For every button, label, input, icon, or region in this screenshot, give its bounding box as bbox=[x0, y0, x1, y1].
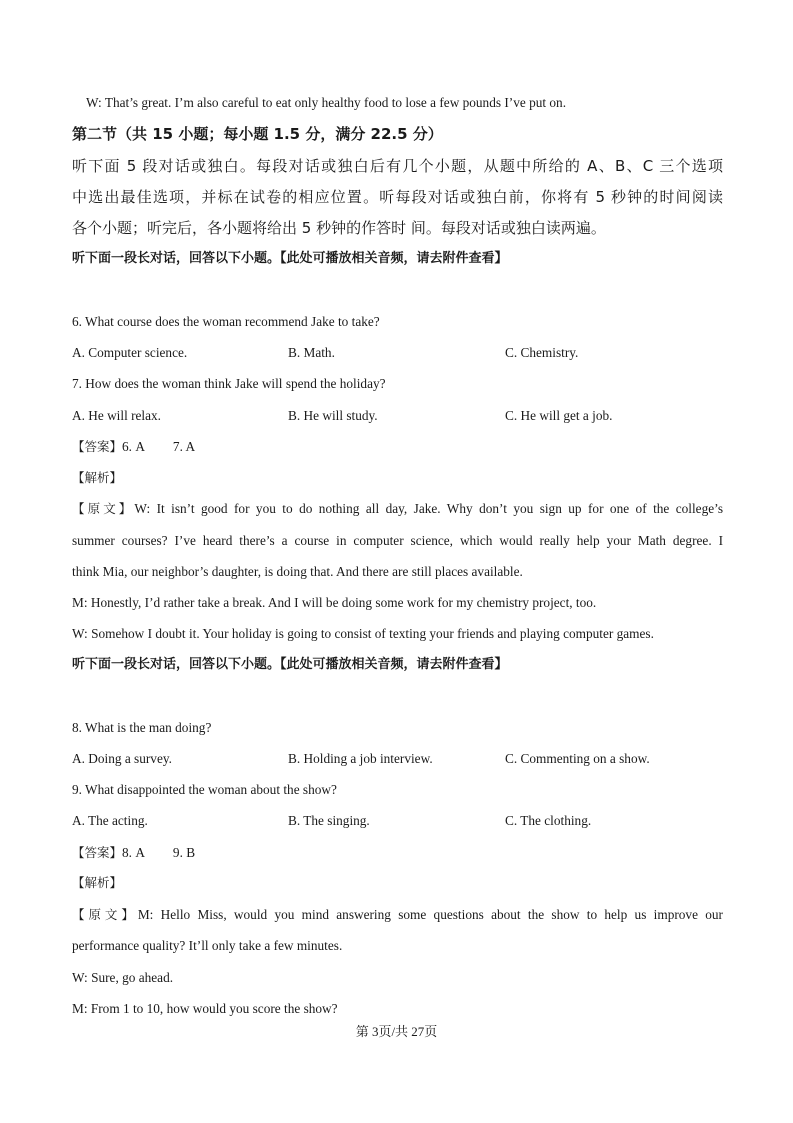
transcript-line: M: Honestly, I’d rather take a break. And I will be doing some work for my chemistry project, too. bbox=[72, 595, 597, 610]
transcript-label: 【原文】 bbox=[72, 907, 138, 922]
answer-label: 【答案】 bbox=[72, 845, 123, 860]
transcript-line: summer courses? I’ve heard there’s a course in computer science, which would really help your Math degree. I bbox=[72, 533, 723, 548]
option-c: C. The clothing. bbox=[505, 813, 592, 828]
option-c: C. He will get a job. bbox=[505, 408, 613, 423]
transcript-line: performance quality? It’ll only take a few minutes. bbox=[72, 938, 343, 953]
question-stem: 8. What is the man doing? bbox=[72, 720, 212, 735]
listening-lead: 听下面一段长对话，回答以下小题。【此处可播放相关音频，请去附件查看】 bbox=[72, 657, 508, 672]
transcript-label: 【原文】 bbox=[72, 501, 135, 516]
instruction-line: 听下面 5 段对话或独白。每段对话或独白后有几个小题，从题中所给的 A、B、C 三个选项 bbox=[72, 157, 723, 175]
question-stem: 6. What course does the woman recommend Jake to take? bbox=[72, 314, 380, 329]
answer-value: 8. A bbox=[122, 845, 145, 860]
listening-lead: 听下面一段长对话，回答以下小题。【此处可播放相关音频，请去附件查看】 bbox=[72, 251, 508, 266]
transcript-line: think Mia, our neighbor’s daughter, is doing that. And there are still places available. bbox=[72, 564, 523, 579]
answer-line bbox=[72, 438, 195, 456]
instruction-line: 各个小题；听完后，各小题将给出 5 秒钟的作答时 间。每段对话或独白读两遍。 bbox=[72, 219, 606, 237]
transcript-line: 【原文】M: Hello Miss, would you mind answering some questions about the show to help us improve our bbox=[72, 907, 723, 922]
option-a: A. He will relax. bbox=[72, 408, 161, 423]
option-c: C. Chemistry. bbox=[505, 345, 579, 360]
transcript-line: W: Sure, go ahead. bbox=[72, 970, 174, 985]
answer-line bbox=[72, 844, 195, 862]
transcript-line: 【原文】W: It isn’t good for you to do nothing all day, Jake. Why don’t you sign up for one of the college’s bbox=[72, 501, 723, 516]
option-c: C. Commenting on a show. bbox=[505, 751, 650, 766]
option-b: B. He will study. bbox=[288, 408, 378, 423]
transcript-line: W: Somehow I doubt it. Your holiday is going to consist of texting your friends and playing computer games. bbox=[72, 626, 654, 641]
section-heading: 第二节（共 15 小题；每小题 1.5 分，满分 22.5 分） bbox=[72, 125, 443, 143]
answer-label: 【答案】 bbox=[72, 439, 123, 454]
option-b: B. Math. bbox=[288, 345, 335, 360]
analysis-label: 【解析】 bbox=[72, 875, 123, 890]
question-stem: 7. How does the woman think Jake will spend the holiday? bbox=[72, 376, 386, 391]
transcript-line: M: From 1 to 10, how would you score the show? bbox=[72, 1001, 338, 1016]
option-b: B. Holding a job interview. bbox=[288, 751, 433, 766]
answer-value: 6. A bbox=[122, 439, 145, 454]
option-a: A. The acting. bbox=[72, 813, 148, 828]
question-stem: 9. What disappointed the woman about the show? bbox=[72, 782, 337, 797]
option-b: B. The singing. bbox=[288, 813, 370, 828]
answer-value: 9. B bbox=[172, 845, 196, 860]
analysis-label: 【解析】 bbox=[72, 470, 123, 485]
intro-dialogue-line: W: That’s great. I’m also careful to eat only healthy food to lose a few pounds I’ve put on. bbox=[86, 95, 567, 110]
page-footer: 第 3页/共 27页 bbox=[355, 1024, 438, 1039]
instruction-line: 中选出最佳选项，并标在试卷的相应位置。听每段对话或独白前，你将有 5 秒钟的时间阅读 bbox=[72, 188, 723, 206]
option-a: A. Computer science. bbox=[72, 345, 188, 360]
option-a: A. Doing a survey. bbox=[72, 751, 172, 766]
answer-value: 7. A bbox=[172, 439, 196, 454]
